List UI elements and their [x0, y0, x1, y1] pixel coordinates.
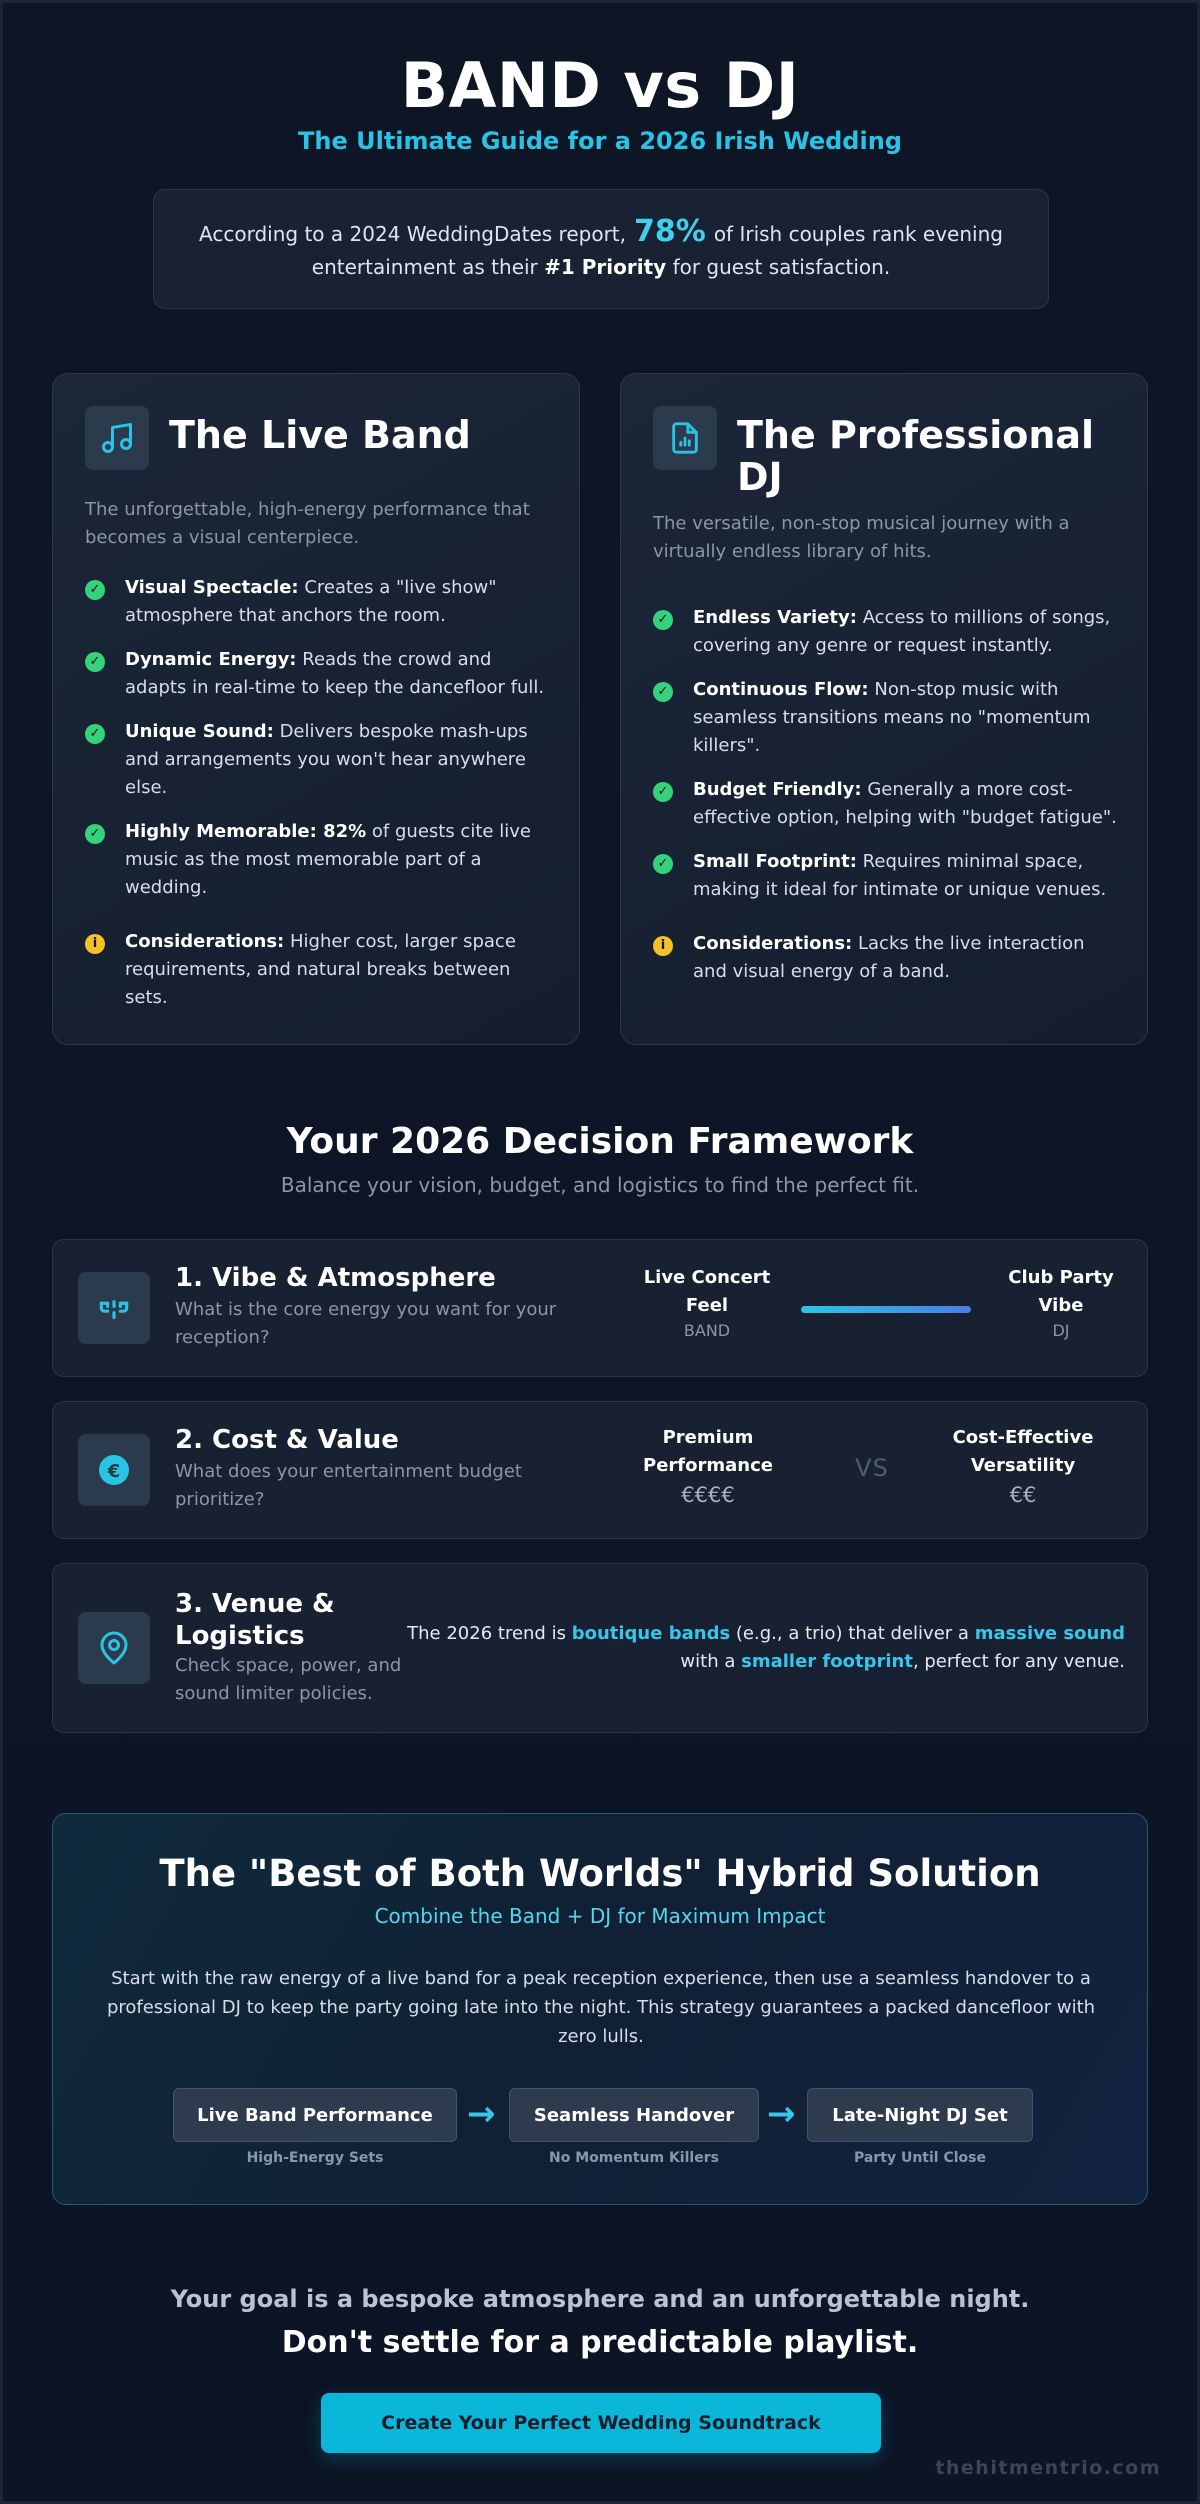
band-feature: [85, 818, 555, 902]
framework-subtitle: Balance your vision, budget, and logistics to find the perfect fit.: [280, 1173, 920, 1197]
stat-text-before: According to a 2024 WeddingDates report,: [199, 221, 626, 246]
venue-description: Check space, power, and sound limiter policies.: [175, 1655, 402, 1704]
check-icon: ✓: [85, 652, 105, 672]
closing-line-1: Your goal is a bespoke atmosphere and an unforgettable night.: [170, 2285, 1030, 2313]
step-caption: High-Energy Sets: [246, 2150, 384, 2166]
svg-text:€: €: [107, 1460, 121, 1482]
feature-text: Generally a more cost-effective option, helping with "budget fatigue".: [693, 779, 1117, 828]
feature-label: Highly Memorable: 82%: [125, 821, 367, 842]
footer-website: thehitmentrio.com: [935, 2457, 1161, 2479]
info-icon: i: [653, 936, 673, 956]
feature-label: Budget Friendly:: [693, 779, 862, 800]
vibe-dj-sub: DJ: [1052, 1321, 1070, 1340]
vibe-band-sub: BAND: [683, 1321, 731, 1340]
check-icon: ✓: [653, 610, 673, 630]
considerations-label: Considerations:: [125, 931, 285, 952]
dj-considerations: [653, 930, 1123, 986]
vibe-description: What is the core energy you want for your reception?: [175, 1299, 557, 1348]
band-card: [52, 373, 580, 1045]
feature-text: Creates a "live show" atmosphere that anchors the room.: [125, 577, 497, 626]
audio-file-icon: [653, 406, 717, 470]
vs-label: VS: [855, 1454, 889, 1482]
stat-percent: 78%: [634, 213, 706, 249]
step-caption: Party Until Close: [854, 2150, 986, 2166]
check-icon: ✓: [85, 580, 105, 600]
feature-label: Dynamic Energy:: [125, 649, 297, 670]
closing-line-2: Don't settle for a predictable playlist.: [281, 2325, 919, 2360]
band-description: The unforgettable, high-energy performance that becomes a visual centerpiece.: [85, 499, 530, 548]
considerations-text: Lacks the live interaction and visual energy of a band.: [693, 933, 1085, 982]
cost-title: 2. Cost & Value: [175, 1425, 399, 1455]
check-icon: ✓: [85, 824, 105, 844]
trend-highlight: massive sound: [974, 1623, 1125, 1644]
band-feature: [85, 718, 555, 802]
feature-label: Visual Spectacle:: [125, 577, 299, 598]
dj-title: The Professional DJ: [737, 413, 1095, 499]
trend-highlight: smaller footprint: [741, 1651, 913, 1672]
check-icon: ✓: [85, 724, 105, 744]
hybrid-description: Start with the raw energy of a live band for a peak reception experience, then use a seamless handover to a professional DJ to keep the party going late into the night. This strategy guarantees a packed dancefloor with zero lulls.: [106, 1968, 1096, 2047]
page-title: BAND vs DJ: [400, 49, 800, 122]
trend-text: , perfect for any venue.: [912, 1651, 1125, 1672]
cta-button[interactable]: Create Your Perfect Wedding Soundtrack: [321, 2393, 881, 2453]
cost-description: What does your entertainment budget prioritize?: [175, 1461, 522, 1510]
cost-band-label: Premium Performance: [643, 1427, 773, 1476]
cost-dj-price: €€: [1009, 1483, 1037, 1507]
trend-highlight: boutique bands: [571, 1623, 731, 1644]
step-live-band: Live Band Performance: [173, 2088, 457, 2142]
cost-dj-label: Cost-Effective Versatility: [952, 1427, 1094, 1476]
vibe-spectrum-bar: [801, 1306, 971, 1313]
feature-text: Requires minimal space, making it ideal for intimate or unique venues.: [693, 851, 1107, 900]
stat-callout: [153, 189, 1049, 309]
band-feature: [85, 574, 555, 630]
step-dj-set: Late-Night DJ Set: [807, 2088, 1033, 2142]
map-pin-icon: [78, 1612, 150, 1684]
info-icon: i: [85, 934, 105, 954]
hybrid-subtitle: Combine the Band + DJ for Maximum Impact: [374, 1904, 826, 1928]
stat-text-middle: of Irish couples rank evening entertainment as their: [311, 221, 1003, 279]
venue-title: 3. Venue & Logistics: [175, 1589, 335, 1651]
cost-row: [52, 1401, 1148, 1539]
connection-icon: [78, 1272, 150, 1344]
venue-trend-text: [405, 1620, 1125, 1676]
feature-label: Small Footprint:: [693, 851, 857, 872]
band-feature: [85, 646, 555, 702]
feature-text: of guests cite live music as the most memorable part of a wedding.: [125, 821, 531, 898]
trend-text: with a: [680, 1651, 736, 1672]
cost-band-price: €€€€: [681, 1483, 735, 1507]
music-note-icon: [85, 406, 149, 470]
stat-text-after: for guest satisfaction.: [672, 254, 891, 279]
dj-feature: [653, 848, 1123, 904]
feature-text: Non-stop music with seamless transitions means no "momentum killers".: [693, 679, 1091, 756]
considerations-text: Higher cost, larger space requirements, and natural breaks between sets.: [125, 931, 516, 1008]
considerations-label: Considerations:: [693, 933, 853, 954]
vibe-band-label: Live Concert Feel: [643, 1267, 771, 1316]
check-icon: ✓: [653, 854, 673, 874]
check-icon: ✓: [653, 782, 673, 802]
vibe-band-option: [633, 1264, 781, 1342]
cost-dj-option: [933, 1424, 1113, 1510]
stat-highlight: #1 Priority: [544, 254, 667, 279]
step-handover: Seamless Handover: [509, 2088, 759, 2142]
framework-title: Your 2026 Decision Framework: [286, 1121, 914, 1162]
vibe-row: [52, 1239, 1148, 1377]
feature-label: Endless Variety:: [693, 607, 857, 628]
feature-label: Unique Sound:: [125, 721, 274, 742]
dj-feature-list: [653, 604, 1123, 1002]
vibe-dj-label: Club Party Vibe: [1008, 1267, 1114, 1316]
hybrid-section: [52, 1813, 1148, 2205]
feature-text: Reads the crowd and adapts in real-time to keep the dancefloor full.: [125, 649, 545, 698]
feature-label: Continuous Flow:: [693, 679, 869, 700]
arrow-right-icon: →: [467, 2094, 496, 2134]
band-title: The Live Band: [169, 413, 471, 457]
coin-icon: [78, 1434, 150, 1506]
band-considerations: [85, 928, 555, 1012]
page-subtitle: The Ultimate Guide for a 2026 Irish Wedding: [298, 127, 902, 155]
band-feature-list: [85, 574, 555, 1028]
infographic-page: [3, 3, 1197, 2501]
dj-card: [620, 373, 1148, 1045]
check-icon: ✓: [653, 682, 673, 702]
feature-text: Delivers bespoke mash-ups and arrangements you won't hear anywhere else.: [125, 721, 528, 798]
step-caption: No Momentum Killers: [549, 2150, 719, 2166]
vibe-dj-option: [991, 1264, 1131, 1342]
dj-feature: [653, 604, 1123, 660]
venue-row: [52, 1563, 1148, 1733]
arrow-right-icon: →: [767, 2094, 796, 2134]
dj-feature: [653, 676, 1123, 760]
vibe-title: 1. Vibe & Atmosphere: [175, 1263, 496, 1293]
cost-band-option: [623, 1424, 793, 1510]
trend-text: (e.g., a trio) that deliver a: [735, 1623, 969, 1644]
feature-text: Access to millions of songs, covering any genre or request instantly.: [693, 607, 1111, 656]
trend-text: The 2026 trend is: [407, 1623, 566, 1644]
hybrid-title: The "Best of Both Worlds" Hybrid Solution: [159, 1852, 1041, 1895]
dj-feature: [653, 776, 1123, 832]
dj-description: The versatile, non-stop musical journey with a virtually endless library of hits.: [653, 513, 1070, 562]
